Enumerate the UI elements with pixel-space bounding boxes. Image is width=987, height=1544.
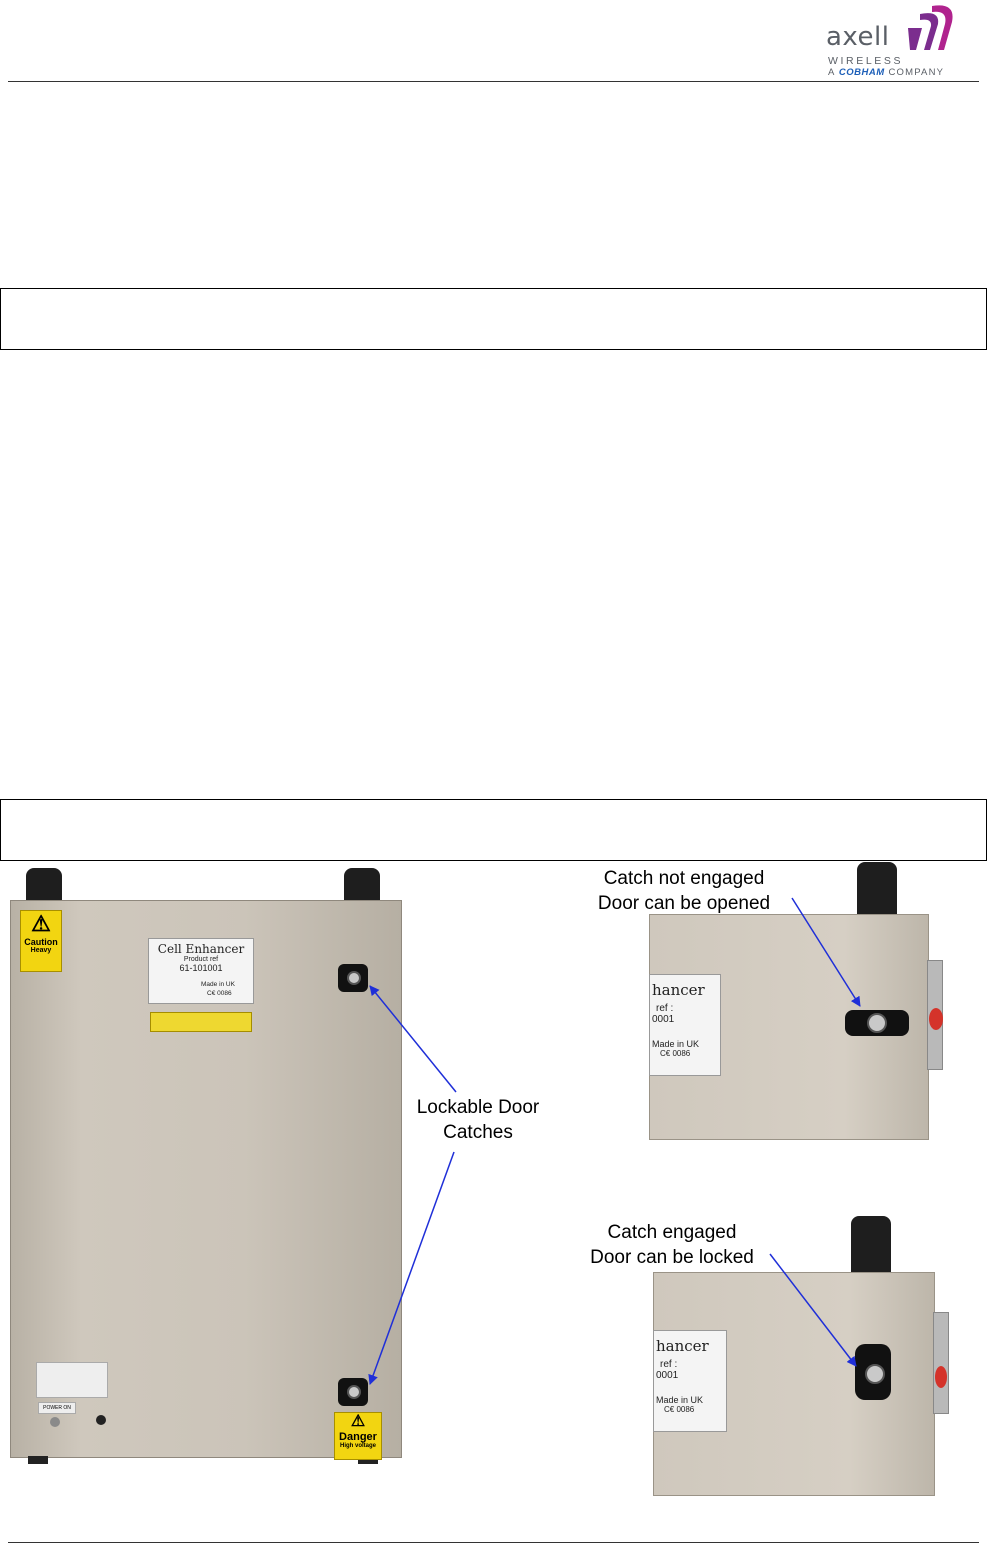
danger-title: Danger [339, 1431, 377, 1443]
detail-plate-ref: ref : [660, 1359, 678, 1370]
arrow-to-upper-catch [370, 986, 456, 1092]
plate-made: Made in UK [201, 981, 235, 988]
arrow-to-engaged-catch [770, 1254, 856, 1366]
not-engaged-line2: Door can be opened [597, 893, 771, 914]
detail-plate-num: 0001 [656, 1370, 679, 1381]
detail-plate-ref: ref : [656, 1003, 674, 1014]
arrow-to-unengaged-catch [792, 898, 860, 1006]
detail-plate-num: 0001 [652, 1014, 675, 1025]
caution-title: Caution [24, 937, 58, 947]
plate-title: Cell Enhancer [157, 942, 245, 956]
plate-ref-label: Product ref [183, 956, 219, 963]
footer-rule [8, 1542, 979, 1543]
danger-sub: High voltage [339, 1443, 376, 1449]
not-engaged-line1: Catch not engaged [603, 868, 765, 889]
detail-plate-ce: C€ 0086 [664, 1405, 695, 1414]
logo-wordmark: axell [826, 22, 890, 52]
plate-ref: 61-101001 [179, 963, 223, 973]
caution-sub: Heavy [30, 947, 52, 954]
logo-company: COMPANY [888, 67, 945, 78]
logo-cobham: COBHAM [838, 67, 885, 78]
plate-ce: C€ 0086 [207, 990, 232, 997]
arrow-to-lower-catch [370, 1152, 454, 1384]
detail-plate-title: hancer [652, 981, 705, 999]
engaged-line2: Door can be locked [590, 1247, 754, 1268]
high-voltage-icon: ⚠ [350, 1413, 366, 1430]
logo-a: A [828, 67, 836, 78]
detail-plate-made: Made in UK [656, 1395, 704, 1405]
logo-wireless: WIRELESS [828, 55, 904, 67]
lockable-line1: Lockable Door [416, 1097, 540, 1118]
engaged-line1: Catch engaged [607, 1222, 737, 1243]
warning-triangle-icon: ⚠ [31, 911, 51, 936]
detail-plate-ce: C€ 0086 [660, 1049, 691, 1058]
lockable-line2: Catches [443, 1122, 513, 1143]
detail-plate-made: Made in UK [652, 1039, 700, 1049]
power-on-label: POWER ON [38, 1402, 76, 1414]
detail-plate-title: hancer [656, 1337, 709, 1355]
